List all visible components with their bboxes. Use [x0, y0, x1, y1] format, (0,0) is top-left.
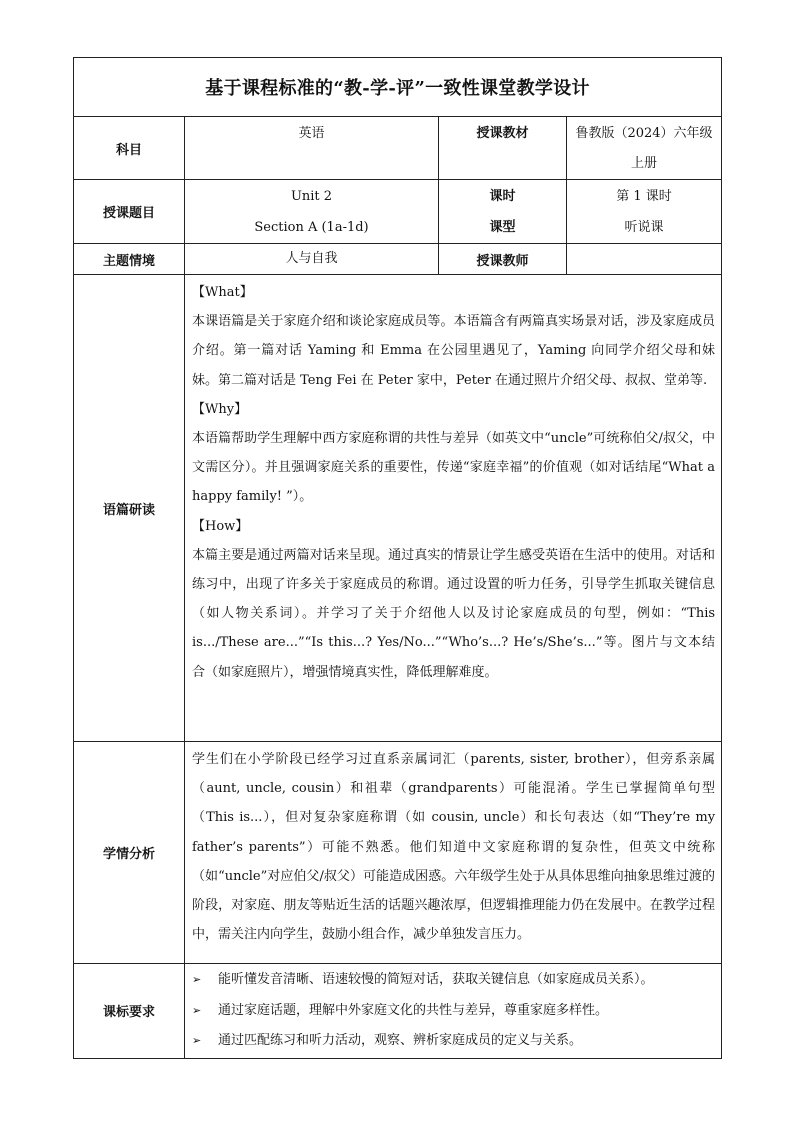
arrow-bullet-icon: ➢ — [192, 1003, 202, 1017]
text-study-label: 语篇研读 — [74, 275, 185, 742]
teacher-value — [567, 244, 722, 275]
title-row — [74, 58, 722, 117]
textbook-label: 授课教材 — [439, 117, 567, 180]
theme-row — [74, 244, 722, 275]
period-label: 课时 — [489, 188, 516, 204]
how-text: 本篇主要是通过两篇对话来呈现。通过真实的情景让学生感受英语在生活中的使用。对话和练习中，出现了许多关于家庭成员的称谓。通过设置的听力任务，引导学生抓取关键信息（如人物关系词）。并学习了关于介绍他人以及讨论家庭成员的句型，例如：“This is.../These are...”“Is this...? Yes/No...”“Who’s...? He’s/She’s...”等。图片与文本结合（如家庭照片），增强情境真实性，降低理解难度。 — [192, 547, 716, 680]
arrow-bullet-icon: ➢ — [192, 1034, 202, 1047]
standards-item — [192, 1026, 715, 1057]
text-study-row — [74, 275, 722, 742]
topic-label: 授课题目 — [74, 180, 185, 244]
type-label: 课型 — [489, 219, 516, 235]
theme-label: 主题情境 — [74, 244, 185, 275]
lesson-plan-table — [73, 57, 722, 1059]
standards-item — [192, 996, 715, 1027]
period-type-labels — [439, 180, 567, 244]
standards-label: 课标要求 — [74, 964, 185, 1059]
document-title: 基于课程标准的“教-学-评”一致性课堂教学设计 — [74, 58, 722, 117]
subject-row — [74, 117, 722, 180]
topic-section: Section A (1a-1d) — [254, 219, 369, 235]
text-study-content — [185, 275, 722, 742]
topic-unit: Unit 2 — [290, 188, 333, 204]
what-heading: 【What】 — [192, 285, 253, 300]
teacher-label: 授课教师 — [439, 244, 567, 275]
standards-item-text: 通过匹配练习和听力活动，观察、辨析家庭成员的定义与关系。 — [218, 1033, 583, 1048]
why-text: 本语篇帮助学生理解中西方家庭称谓的共性与差异（如英文中“uncle”可统称伯父/叔父，中文需区分）。并且强调家庭关系的重要性，传递“家庭幸福”的价值观（如对话结尾“What a happy family! ”）。 — [192, 431, 716, 505]
standards-item-text: 能听懂发音清晰、语速较慢的简短对话，获取关键信息（如家庭成员关系）。 — [218, 972, 654, 987]
period-value: 第 1 课时 — [616, 188, 672, 204]
learner-analysis-label: 学情分析 — [74, 742, 185, 964]
standards-list — [185, 964, 722, 1059]
standards-row — [74, 964, 722, 1059]
topic-row — [74, 180, 722, 244]
topic-value — [185, 180, 439, 244]
arrow-bullet-icon: ➢ — [192, 973, 202, 986]
period-type-values — [567, 180, 722, 244]
standards-item-text: 通过家庭话题，理解中外家庭文化的共性与差异，尊重家庭多样性。 — [218, 1002, 609, 1018]
subject-value: 英语 — [185, 117, 439, 180]
standards-item — [192, 965, 715, 996]
type-value: 听说课 — [624, 219, 664, 235]
subject-label: 科目 — [74, 117, 185, 180]
learner-analysis-row — [74, 742, 722, 964]
learner-analysis-text: 学生们在小学阶段已经学习过直系亲属词汇（parents, sister, brother），但旁系亲属（aunt, uncle, cousin）和祖辈（grandparents）可能混淆。学生已掌握简单句型（This is...），但对复杂家庭称谓（如 cousin, uncle）和长句表达（如“They’re my father’s parents”）可能不熟悉。他们知道中文家庭称谓的复杂性，但英文中统称（如“uncle”对应伯父/叔父）可能造成困惑。六年级学生处于从具体思维向抽象思维过渡的阶段，对家庭、朋友等贴近生活的话题兴趣浓厚，但逻辑推理能力仍在发展中。在教学过程中，需关注内向学生，鼓励小组合作，减少单独发言压力。 — [185, 742, 722, 964]
what-text: 本课语篇是关于家庭介绍和谈论家庭成员等。本语篇含有两篇真实场景对话，涉及家庭成员介绍。第一篇对话 Yaming 和 Emma 在公园里遇见了，Yaming 向同学介绍父母和妹妹。第二篇对话是 Teng Fei 在 Peter 家中，Peter 在通过照片介绍父母、叔叔、堂弟等. — [192, 314, 716, 388]
theme-value: 人与自我 — [185, 244, 439, 275]
textbook-value: 鲁教版（2024）六年级上册 — [567, 117, 722, 180]
how-heading: 【How】 — [192, 518, 249, 534]
why-heading: 【Why】 — [192, 401, 248, 417]
